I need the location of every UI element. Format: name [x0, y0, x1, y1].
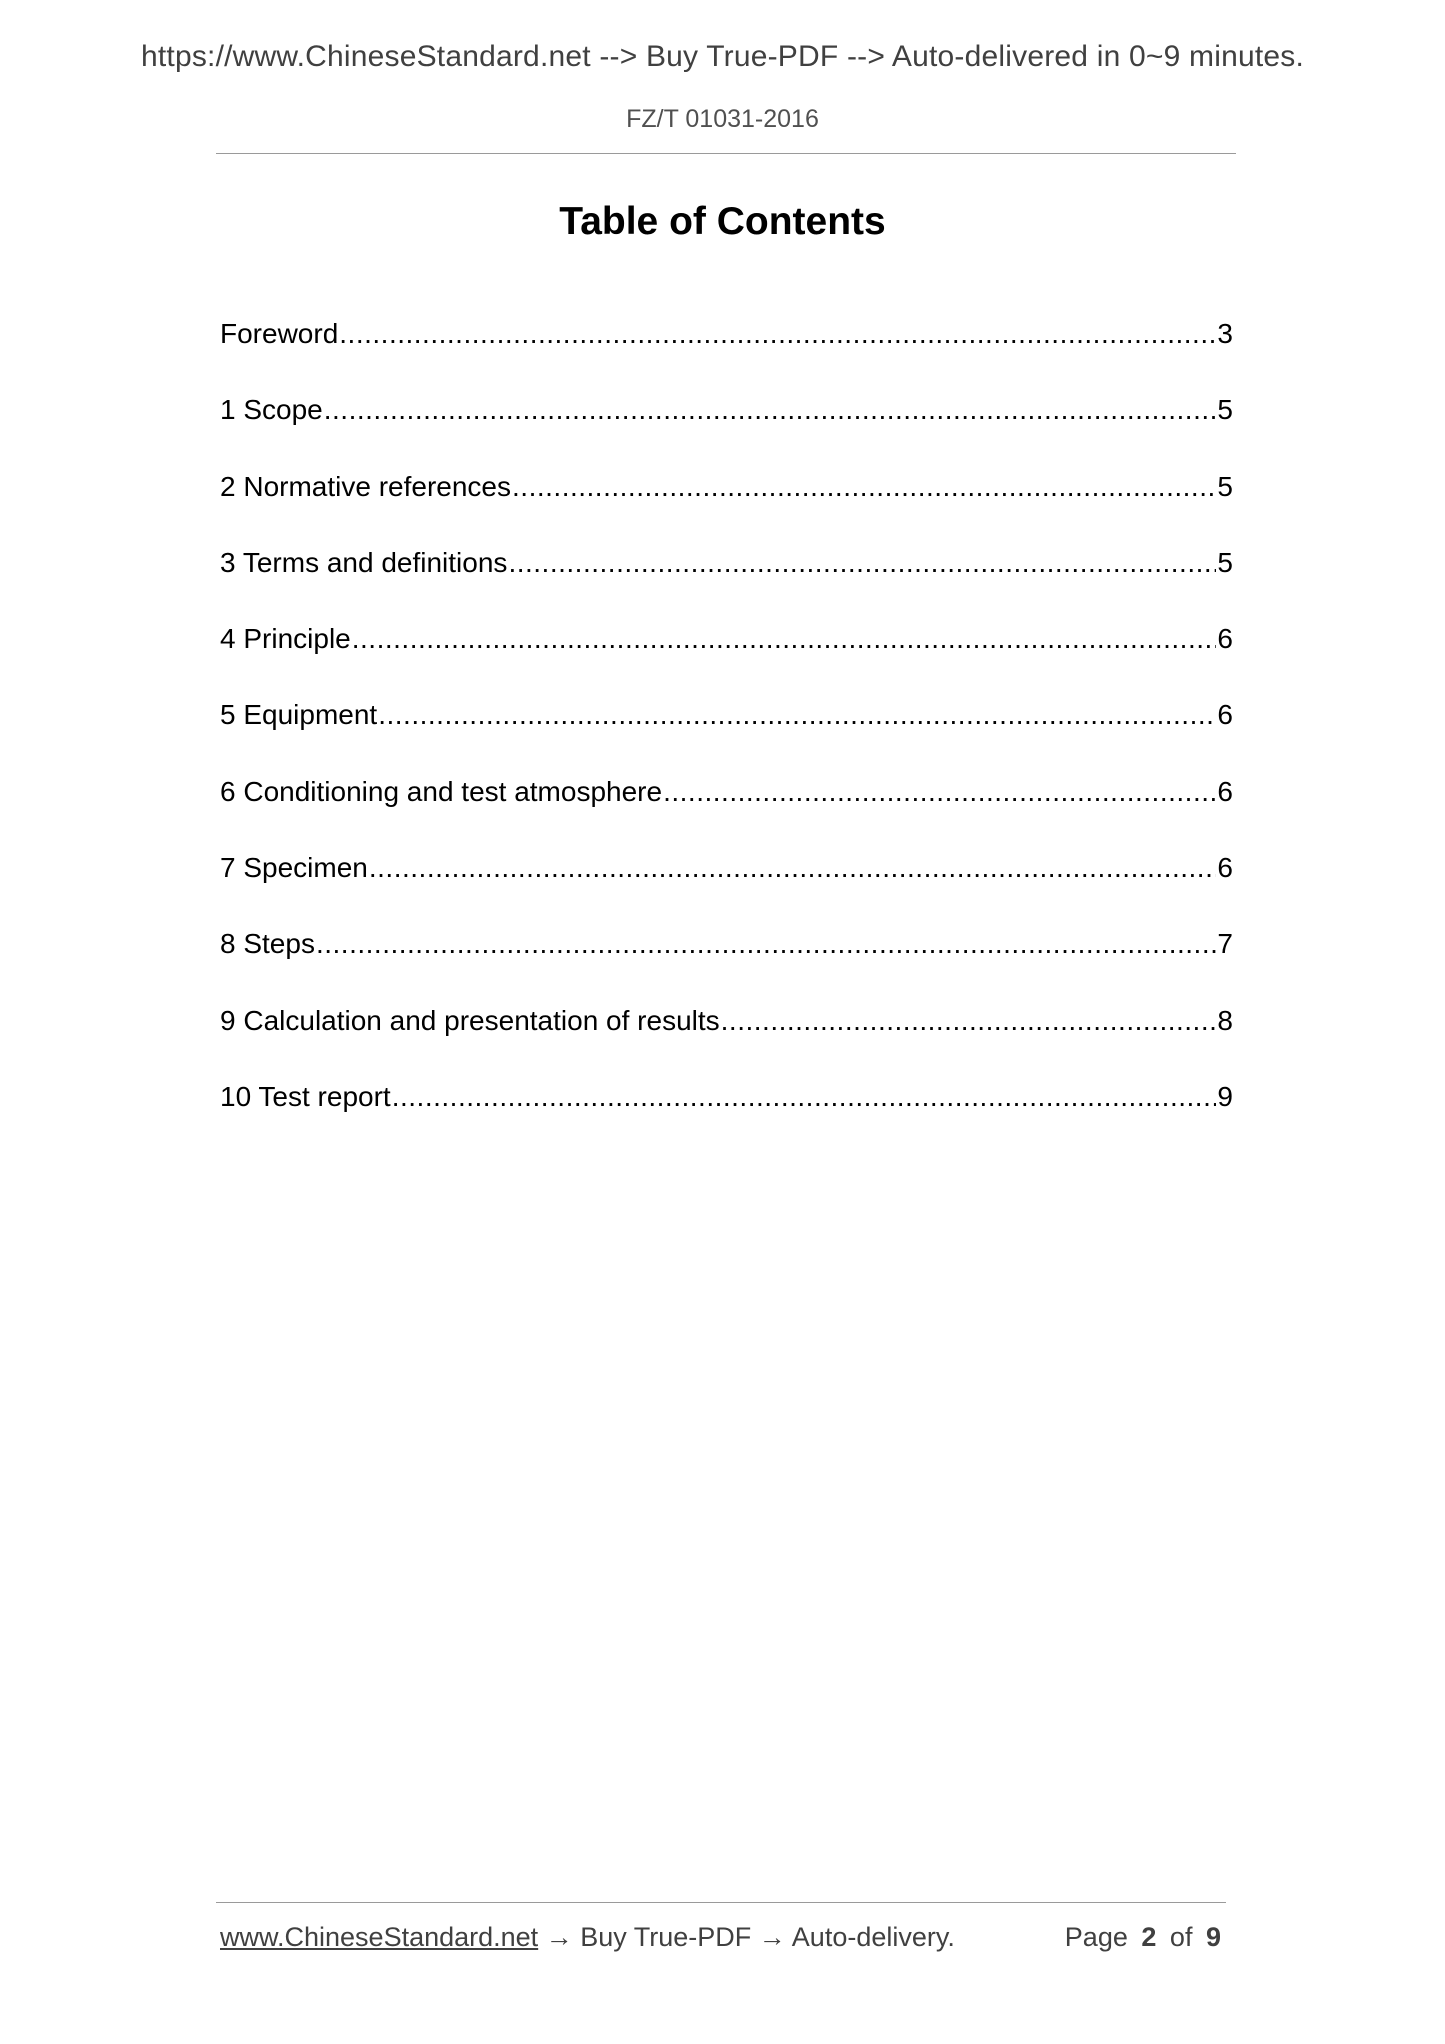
toc-dot-leader [352, 623, 1217, 655]
toc-entry-page: 6 [1217, 852, 1233, 884]
toc-entry-page: 5 [1217, 546, 1233, 578]
arrow-right-icon: → [758, 1922, 786, 1952]
footer-buy-text: Buy True-PDF [580, 1922, 752, 1952]
page-word: Page [1064, 1922, 1128, 1952]
footer-delivery-text: Auto-delivery. [791, 1922, 955, 1952]
toc-entry-label: 9 Calculation and presentation of results [220, 1004, 720, 1036]
footer [220, 1922, 1224, 1953]
top-banner: https://www.ChineseStandard.net --> Buy True-PDF --> Auto-delivered in 0~9 minutes. [141, 40, 1304, 73]
page-indicator [1062, 1922, 1224, 1953]
toc-entry-scope[interactable] [220, 394, 1233, 470]
standard-code: FZ/T 01031-2016 [626, 105, 819, 133]
toc-entry-label: 10 Test report [220, 1080, 391, 1112]
toc-entry-page: 6 [1217, 623, 1233, 655]
footer-site-link[interactable]: www.ChineseStandard.net [220, 1922, 539, 1952]
toc-entry-label: 6 Conditioning and test atmosphere [220, 775, 663, 807]
toc-dot-leader [369, 852, 1217, 884]
toc-list [220, 318, 1233, 1157]
header-divider [216, 153, 1236, 154]
toc-dot-leader [339, 318, 1216, 350]
toc-entry-page: 6 [1217, 699, 1233, 731]
toc-entry-calculation[interactable] [220, 1005, 1233, 1081]
toc-entry-page: 5 [1217, 470, 1233, 502]
footer-promo [220, 1922, 955, 1953]
toc-entry-label: 8 Steps [220, 928, 315, 960]
toc-entry-page: 9 [1217, 1080, 1233, 1112]
toc-entry-test-report[interactable] [220, 1081, 1233, 1157]
toc-dot-leader [508, 547, 1216, 579]
toc-entry-label: 3 Terms and definitions [220, 546, 508, 578]
toc-entry-specimen[interactable] [220, 852, 1233, 928]
toc-entry-equipment[interactable] [220, 699, 1233, 775]
toc-dot-leader [316, 928, 1216, 960]
toc-dot-leader [663, 776, 1216, 808]
toc-entry-foreword[interactable] [220, 318, 1233, 394]
toc-entry-terms-and-definitions[interactable] [220, 547, 1233, 623]
toc-entry-page: 3 [1217, 318, 1233, 349]
toc-dot-leader [721, 1005, 1217, 1037]
toc-entry-page: 5 [1217, 394, 1233, 426]
toc-dot-leader [324, 394, 1217, 426]
toc-entry-normative-references[interactable] [220, 471, 1233, 547]
arrow-right-icon: → [545, 1922, 573, 1952]
current-page-number: 2 [1141, 1922, 1157, 1952]
of-word: of [1169, 1922, 1193, 1952]
toc-entry-steps[interactable] [220, 928, 1233, 1004]
footer-divider [216, 1902, 1226, 1903]
toc-dot-leader [392, 1081, 1217, 1113]
toc-entry-label: 1 Scope [220, 394, 323, 426]
toc-entry-label: Foreword [220, 318, 339, 349]
toc-entry-page: 7 [1217, 928, 1233, 960]
toc-entry-label: 5 Equipment [220, 699, 378, 731]
toc-entry-conditioning[interactable] [220, 776, 1233, 852]
toc-dot-leader [378, 699, 1216, 731]
toc-title: Table of Contents [559, 200, 886, 243]
toc-dot-leader [512, 471, 1216, 503]
toc-entry-label: 7 Specimen [220, 852, 368, 884]
toc-entry-principle[interactable] [220, 623, 1233, 699]
toc-entry-label: 4 Principle [220, 623, 351, 655]
toc-entry-label: 2 Normative references [220, 470, 512, 502]
toc-entry-page: 6 [1217, 775, 1233, 807]
total-pages-number: 9 [1205, 1922, 1221, 1952]
toc-entry-page: 8 [1217, 1004, 1233, 1036]
